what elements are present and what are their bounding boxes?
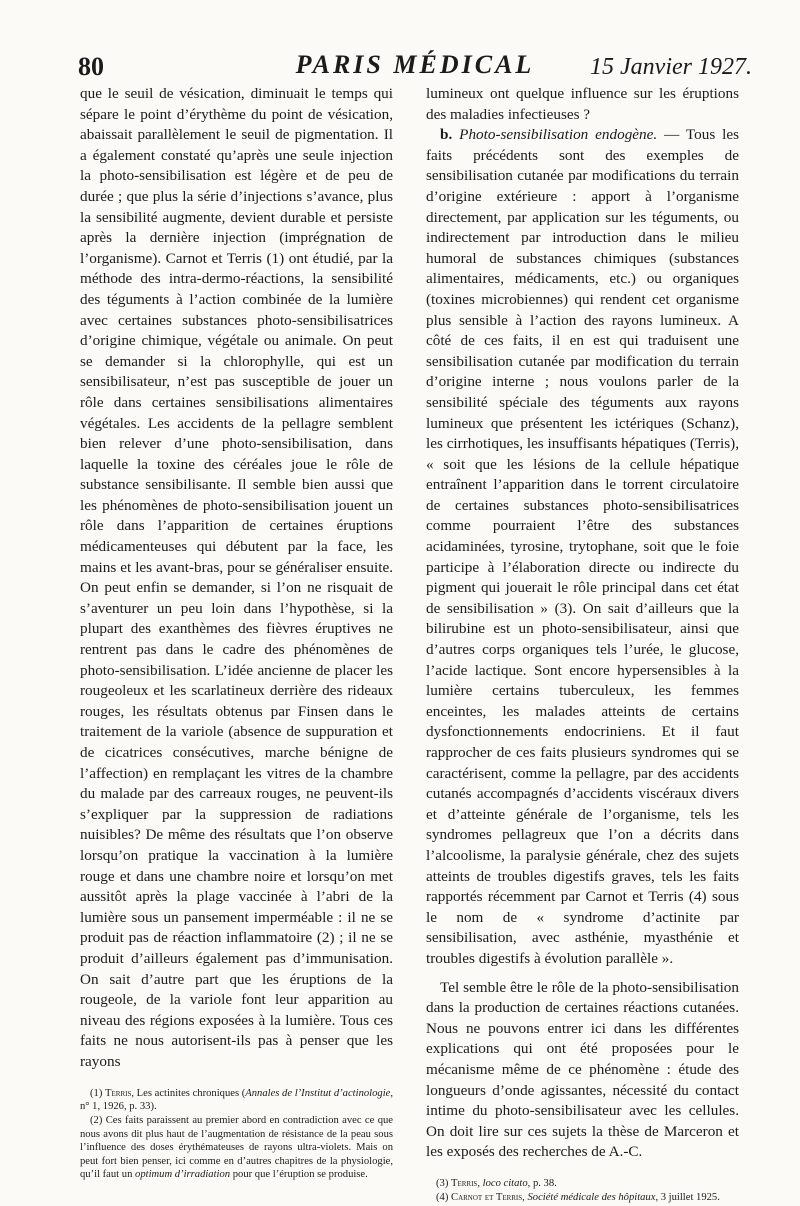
footnote-2-tail: pour que l’éruption se produise. [230,1168,368,1180]
footnote-2-term: optimum d’irradiation [135,1168,231,1180]
section-body: — Tous les faits précédents sont des exemples de sensibilisation cutanée par modifications du terrain d’origine extérieure : apport à l’organisme directement, par application sur les téguments, ou indirectement par introduction dans le milieu humoral de substances chimiques (substances alimentaires, médicaments, etc.) ou organiques (toxines microbiennes) qui rendent cet organisme plus sensible à l’action des rayons lumineux. A côté de ces faits, il en est qui traduisent une sensibilisation cutanée par modification du terrain d’origine interne ; nous voulons parler de la sensibilité spéciale des téguments aux rayons lumineux que présentent les ictériques (Schanz), les cirrhotiques, les insuffisants hépatiques (Terris), « soit que les lésions de la cellule hépatique entraînent l’apparition dans le torrent circulatoire de certaines substances photo-sensibilisatrices comme pourraient l’être des substances acidaminées, tyrosine, trytophane, soit que le foie participe à l’élaboration directe ou indirecte du pigment qui jouerait le rôle principal dans cet état de sensibilisation » (3). On sait d’ailleurs que la bilirubine est un photo-sensibilisateur, ainsi que d’autres corps organiques tels l’urée, le glucose, l’acide lactique. Sont encore hypersensibles à la lumière certains tuberculeux, les femmes enceintes, les malades atteints de certains dysfonctionnements endocriniens. Et il faut rapprocher de ces faits plusieurs syndromes qui se caractérisent, comme la pellagre, par des accidents cutanés accompagnés d’accidents viscéraux divers et d’atteinte générale de l’organisme, tels les syndromes pellagreux que l’on a décrits dans l’alcoolisme, la paralysie générale, chez des sujets atteints de troubles digestifs graves, tels les faits rapportés récemment par Carnot et Terris (4) sous le nom de « syndrome d’actinite par sensibilisation, avec asthénie, myasthénie et troubles digestifs à évolution parallèle ». [426,126,740,967]
footnote-1-author: Terris, [105,1087,134,1099]
issue-date: 15 Janvier 1927. [590,54,752,80]
paragraph-gap [426,970,739,978]
left-footnotes [80,1087,393,1182]
footnote-3-author: Terris, [451,1177,480,1189]
left-column [80,84,393,1182]
footnote-4-journal: Société médicale des hôpitaux [527,1192,656,1204]
footnote-4-number: (4) [436,1192,449,1204]
footnote-1 [80,1087,393,1114]
running-header [78,48,752,84]
journal-title: PARIS MÉDICAL [295,50,535,79]
footnote-1-journal: Annales de l’Institut d’actinologie [245,1087,391,1099]
footnote-3-page: , p. 38. [527,1177,557,1189]
section-label: b. [440,126,453,144]
section-title: Photo-sensibilisation endogène. [459,126,658,144]
footnote-1-text-b: , n° 1, 1926, p. 33). [80,1087,393,1112]
footnote-3-ref: loco citato [482,1177,528,1189]
right-footnotes [426,1177,739,1205]
left-column-body: que le seuil de vésication, diminuait le temps qui sépare le point d’érythème du point de vésication, abaissait parallèlement le seuil de pigmentation. Il a également constaté qu’après une seule injection la photo-sensibilisation est légère et de peu de durée ; que plus la série d’injections s’avance, plus la sensibilité augmente, devient durable et persiste après la dernière injection (imprégnation de l’organisme). Carnot et Terris (1) ont étudié, par la méthode des intra-dermo-réactions, la sensibilité des téguments à l’action combinée de la lumière avec certaines substances photo-sensibilisatrices d’origine chimique, végétale ou animale. On peut se demander si la chlorophylle, qui est un sensibilisateur, n’est pas susceptible de jouer un rôle dans certaines sensibilisations alimentaires végétales. Les accidents de la pellagre semblent bien relever d’une photo-sensibilisation, dans laquelle la toxine des céréales joue le rôle de substance sensibilisante. Il semble bien aussi que les phénomènes de photo-sensibilisation jouent un rôle dans l’apparition de certaines éruptions médicamenteuses qui débutent par la face, les mains et les avant-bras, pour se généraliser ensuite. On peut enfin se demander, si l’on ne risquait de s’aventurer un peu loin dans l’hypothèse, si la plupart des exanthèmes des fièvres éruptives ne rentrent pas dans le cadre des phénomènes de photo-sensibilisation. L’idée ancienne de placer les rougeoleux et les scarlatineux derrière des rideaux rouges, les résultats obtenus par Finsen dans le traitement de la variole (absence de suppuration et de cicatrices consécutives, marche bénigne de l’affection) en remplaçant les vitres de la chambre du malade par des carreaux rouges, ne peuvent-ils s’expliquer par la suppression de radiations nuisibles? De même des résultats que l’on observe lorsqu’on pratique la vaccination à la lumière rouge et dans une chambre noire et lorsqu’on met aussitôt après la plage vaccinée à l’abri de la lumière sous un pansement imperméable : il ne se produit pas de réaction inflammatoire (2) ; il ne se produit d’ailleurs également pas d’immunisation. On sait d’autre part que les éruptions de la rougeole, de la variole font leur apparition au niveau des régions exposées à la lumière. Tous ces faits ne nous autorisent-ils pas à penser que les rayons [80,85,393,1070]
footnote-1-number: (1) [90,1087,103,1099]
section-b-paragraph [426,125,739,969]
footnote-4-authors: Carnot et Terris, [451,1192,525,1204]
right-continuation: lumineux ont quelque influence sur les éruptions des maladies infectieuses ? [426,85,739,123]
footnote-3-number: (3) [436,1177,449,1189]
closing-paragraph: Tel semble être le rôle de la photo-sensibilisation dans la production de certaines réactions cutanées. Nous ne pouvons entrer ici dans les différentes explications qui ont été proposées pour le mécanisme même de ce phénomène : étude des longueurs d’onde agissantes, nécessité du contact intime du photo-sensibilisateur avec les cellules. On doit lire sur ces sujets la thèse de Marceron et les exposés des recherches de A.-C. [426,978,739,1161]
footnote-2 [80,1114,393,1181]
footnote-1-text-a: Les actinites chroniques ( [136,1087,246,1099]
right-column [426,84,739,1206]
footnote-4-date: , 3 juillet 1925. [655,1192,720,1204]
footnote-2-lead: (2) Ces faits paraissent au premier abord en contradiction avec ce que nous avons dit plus haut de l’augmentation de résistance de la peau sous l’influence des doses érythémateuses de rayons ultra-violets. Mais on peut fort bien penser, ici comme en d’autres chapitres de la physiologie, qu’il faut un [80,1115,393,1180]
page-number: 80 [78,52,104,81]
footnote-4 [426,1191,739,1204]
footnote-3 [426,1177,739,1190]
